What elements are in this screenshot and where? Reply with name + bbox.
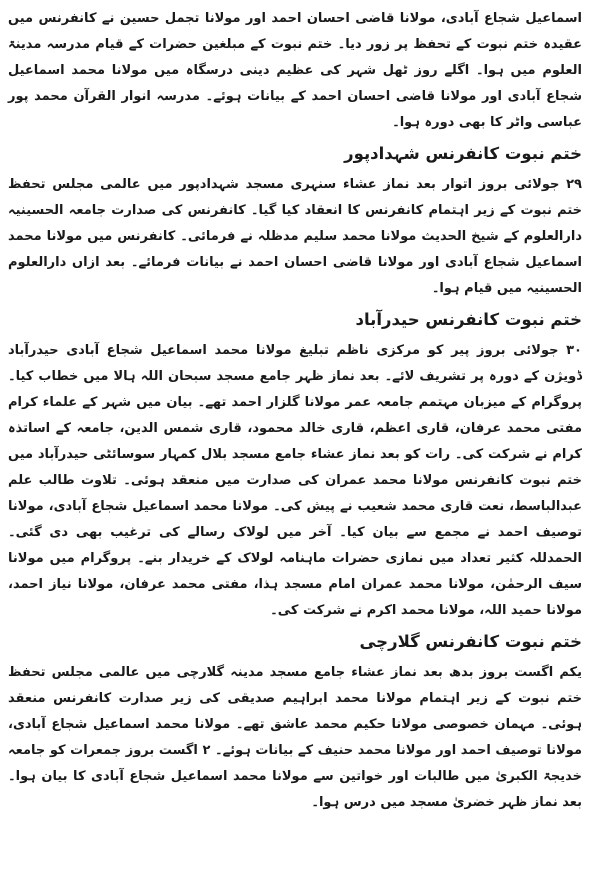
section-heading-shahdadpur: ختم نبوت کانفرنس شہدادپور bbox=[344, 144, 582, 163]
document-page bbox=[8, 6, 582, 882]
section-heading-golarchi: ختم نبوت کانفرنس گلارچی bbox=[359, 632, 582, 651]
section-body-golarchi: یکم اگست بروز بدھ بعد نماز عشاء جامع مسجد مدینہ گلارچی میں عالمی مجلس تحفظ ختم نبوت کے زیر اہتمام مولانا محمد ابراہیم صدیقی کی زیر صدارت کانفرنس منعقد ہوئی۔ مہمان خصوصی مولانا حکیم محمد عاشق تھے۔ مولانا محمد اسماعیل شجاع آبادی، مولانا توصیف احمد اور مولانا محمد حنیف کے بیانات ہوئے۔ ۲ اگست بروز جمعرات کو جامعہ خدیجۃ الکبریٰ میں طالبات اور خواتین سے مولانا محمد اسماعیل شجاع آبادی کا بیان ہوا۔ بعد نماز ظہر خضریٰ مسجد میں درس ہوا۔ bbox=[8, 665, 583, 810]
intro-paragraph: اسماعیل شجاع آبادی، مولانا قاضی احسان احمد اور مولانا تجمل حسین نے کانفرنس میں عقیدہ ختم نبوت کے تحفظ پر زور دیا۔ ختم نبوت کے مبلغین حضرات کے قیام مدرسہ مدینۃ العلوم میں ہوا۔ اگلے روز ٹھل شہر کی عظیم دینی درسگاہ میں مولانا محمد اسماعیل شجاع آبادی اور مولانا قاضی احسان احمد کے بیانات ہوئے۔ مدرسہ انوار القرآن محمد پور عباسی واٹر کا بھی دورہ ہوا۔ bbox=[8, 11, 582, 130]
section-heading-hyderabad: ختم نبوت کانفرنس حیدرآباد bbox=[355, 310, 582, 329]
section-body-hyderabad: ۳۰ جولائی بروز پیر کو مرکزی ناظم تبلیغ مولانا محمد اسماعیل شجاع آبادی حیدرآباد ڈویژن کے دورہ پر تشریف لائے۔ بعد نماز ظہر جامع مسجد سبحان اللہ ہالا میں خطاب کیا۔ پروگرام کے میزبان مہتمم جامعہ عمر مولانا گلزار احمد تھے۔ بیان میں شہر کے علماء کرام مفتی محمد عرفان، قاری اعظم، قاری خالد محمود، قاری شمس الدین، جامعہ کے اساتذہ کرام نے شرکت کی۔ رات کو بعد نماز عشاء جامع مسجد بلال کمہار سوسائٹی حیدرآباد میں ختم نبوت کانفرنس مولانا محمد عمران کی صدارت میں منعقد ہوئی۔ تلاوت طالب علم عبدالباسط، نعت قاری محمد شعیب نے پیش کی۔ مولانا محمد اسماعیل شجاع آبادی، مولانا توصیف احمد نے مجمع سے بیان کیا۔ آخر میں لولاک رسالے کی ترغیب بھی دی گئی۔ الحمدللہ کثیر تعداد میں نمازی حضرات ماہنامہ لولاک کے خریدار بنے۔ پروگرام میں مولانا سیف الرحمٰن، مولانا محمد عمران امام مسجد ہذا، مفتی محمد عرفان، مولانا نیاز احمد، مولانا حمید اللہ، مولانا محمد اکرم نے شرکت کی۔ bbox=[8, 343, 582, 618]
section-body-shahdadpur: ۲۹ جولائی بروز اتوار بعد نماز عشاء سنہری مسجد شہدادپور میں عالمی مجلس تحفظ ختم نبوت کے زیر اہتمام کانفرنس کا انعقاد کیا گیا۔ کانفرنس کی صدارت جامعہ الحسینیہ دارالعلوم کے شیخ الحدیث مولانا محمد سلیم مدظلہ نے فرمائی۔ کانفرنس میں مولانا محمد اسماعیل شجاع آبادی اور مولانا قاضی احسان احمد نے بیانات فرمائے۔ بعد ازاں دارالعلوم الحسینیہ میں قیام ہوا۔ bbox=[8, 177, 582, 296]
